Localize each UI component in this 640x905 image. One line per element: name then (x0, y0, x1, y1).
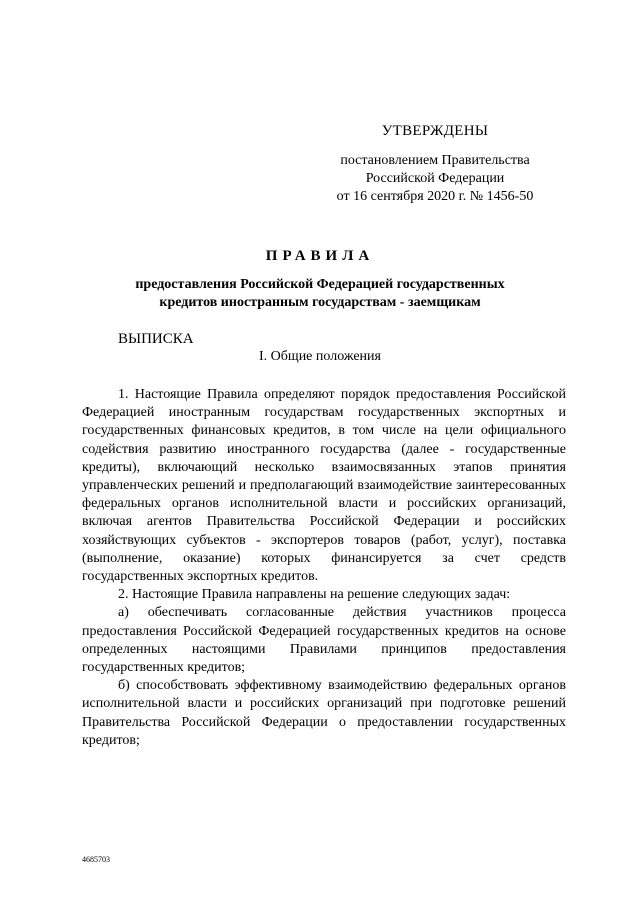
section-heading: I. Общие положения (259, 349, 381, 364)
document-subtitle (0, 276, 640, 312)
paragraph-1: 1. Настоящие Правила определяют порядок предоставления Российской Федерацией иностранным государствам государственных экспортных и государственных финансовых кредитов, в том числе на цели официального содействия развитию иностранного государства (далее - государственные кредиты), включающий несколько взаимосвязанных этапов принятия управленческих решений и предполагающий взаимодействие заинтересованных федеральных органов исполнительной власти и российских организаций, включая агентов Правительства Российской Федерации и российских хозяйствующих субъектов - экспортеров товаров (работ, услуг), поставка (выполнение, оказание) которых финансируется за счет средств государственных экспортных кредитов. (82, 387, 566, 585)
extract-label: ВЫПИСКА (118, 331, 194, 347)
document-number: 4685703 (82, 855, 110, 864)
approval-line-2: Российской Федерации (365, 171, 505, 186)
approval-block (300, 122, 570, 206)
subtitle-line-1: предоставления Российской Федерацией государственных (135, 277, 505, 292)
document-title: ПРАВИЛА (265, 248, 375, 264)
approval-line-1: постановлением Правительства (340, 153, 530, 168)
paragraph-2b: б) способствовать эффективному взаимодействию федеральных органов исполнительной власти и российских организаций при подготовке решений Правительства Российской Федерации о предоставлении государственных кредитов; (82, 678, 566, 748)
paragraph-2a: а) обеспечивать согласованные действия участников процесса предоставления Российской Федерацией государственных кредитов на основе определенных настоящими Правилами принципов предоставления государственных кредитов; (82, 605, 566, 676)
approval-line-3: от 16 сентября 2020 г. № 1456-50 (336, 189, 534, 204)
paragraph-2: 2. Настоящие Правила направлены на решение следующих задач: (118, 587, 511, 603)
document-body (82, 386, 566, 750)
approved-heading: УТВЕРЖДЕНЫ (381, 123, 489, 139)
subtitle-line-2: кредитов иностранным государствам - заемщикам (159, 295, 481, 310)
